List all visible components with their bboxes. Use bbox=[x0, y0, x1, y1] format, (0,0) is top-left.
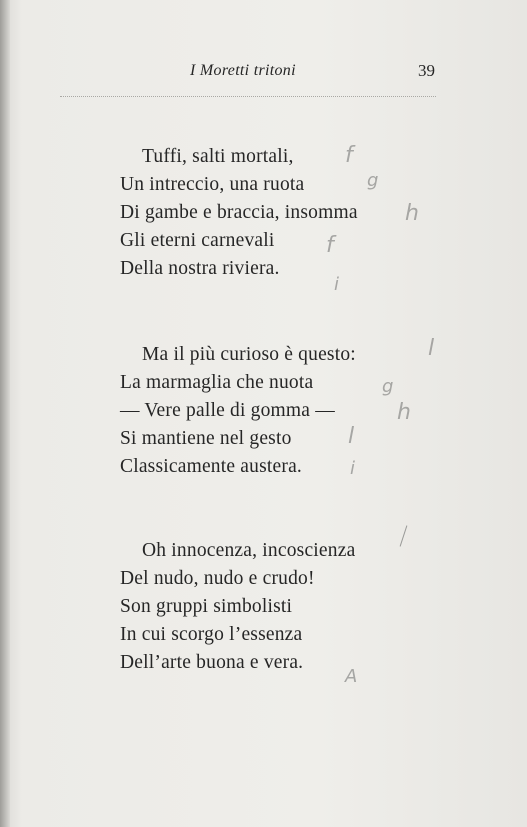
pencil-annotation: l bbox=[348, 424, 355, 449]
stanza-1 bbox=[120, 143, 358, 283]
verse-line: Ma il più curioso è questo: bbox=[142, 344, 356, 365]
pencil-annotation: h bbox=[397, 400, 411, 425]
verse-line: La marmaglia che nuota bbox=[120, 372, 314, 393]
stanza-3 bbox=[120, 537, 355, 677]
pencil-annotation: f bbox=[326, 233, 334, 258]
pencil-annotation: A bbox=[345, 666, 358, 687]
running-head-title: I Moretti tritoni bbox=[190, 62, 296, 79]
pencil-annotation: g bbox=[382, 376, 394, 397]
verse-line: Tuffi, salti mortali, bbox=[142, 146, 294, 167]
pencil-annotation: h bbox=[405, 201, 419, 226]
verse-line: Gli eterni carnevali bbox=[120, 230, 275, 251]
pencil-annotation: g bbox=[367, 170, 379, 191]
verse-line: Son gruppi simbolisti bbox=[120, 596, 293, 617]
verse-line: Della nostra riviera. bbox=[120, 258, 280, 279]
verse-line: Del nudo, nudo e crudo! bbox=[120, 568, 315, 589]
verse-line: Classicamente austera. bbox=[120, 456, 302, 477]
verse-line: Dell’arte buona e vera. bbox=[120, 652, 304, 673]
verse-line: — Vere palle di gomma — bbox=[120, 400, 335, 421]
stanza-2 bbox=[120, 341, 356, 481]
pencil-annotation: l bbox=[428, 336, 435, 361]
verse-line: In cui scorgo l’essenza bbox=[120, 624, 303, 645]
pencil-stroke bbox=[400, 525, 408, 546]
verse-line: Si mantiene nel gesto bbox=[120, 428, 292, 449]
page-number: 39 bbox=[418, 61, 435, 80]
binding-shadow bbox=[0, 0, 10, 827]
verse-line: Di gambe e braccia, insomma bbox=[120, 202, 358, 223]
verse-line: Un intreccio, una ruota bbox=[120, 174, 305, 195]
pencil-annotation: i bbox=[350, 458, 356, 479]
verse-line: Oh innocenza, incoscienza bbox=[142, 540, 356, 561]
pencil-annotation: i bbox=[334, 274, 340, 295]
header-rule bbox=[60, 96, 436, 97]
pencil-annotation: f bbox=[345, 143, 353, 168]
